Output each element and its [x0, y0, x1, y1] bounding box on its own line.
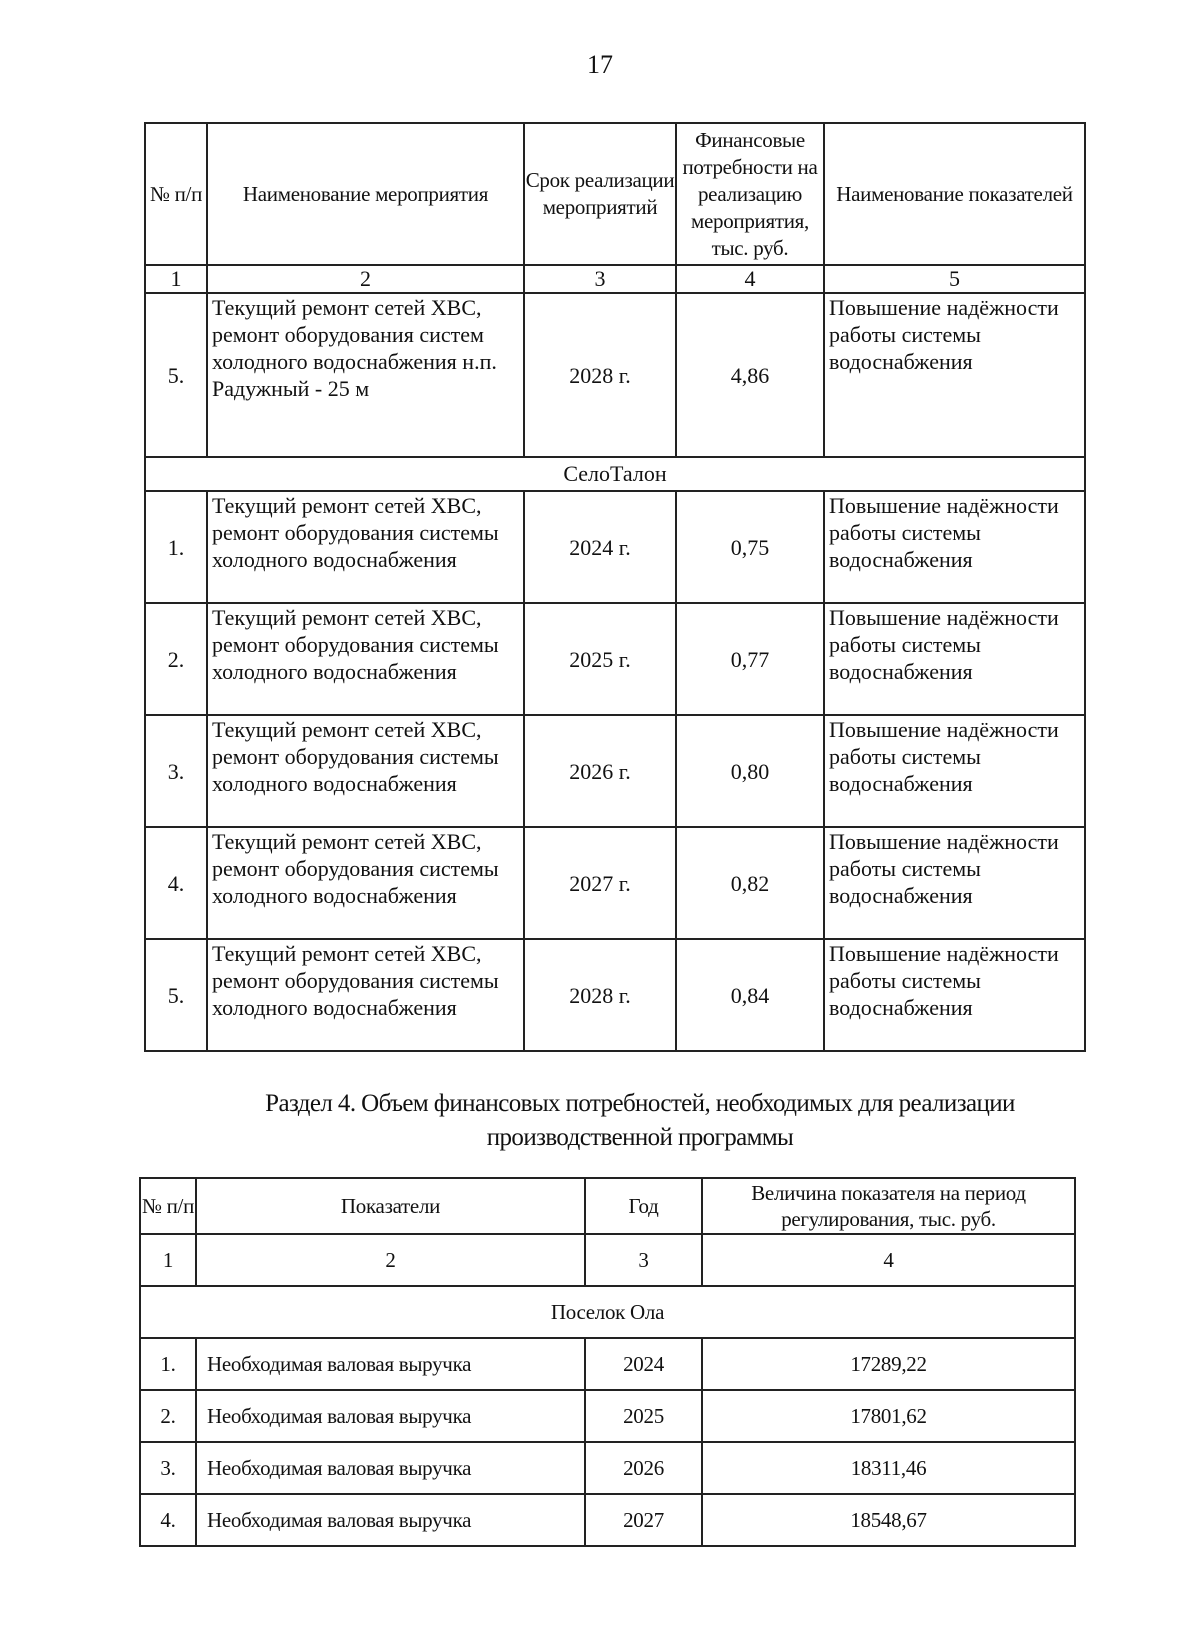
term: 2024 г.	[524, 491, 676, 603]
header-num: № п/п	[140, 1178, 196, 1234]
page-number: 17	[587, 50, 613, 79]
finance-value: 0,84	[676, 939, 824, 1051]
measure-name: Текущий ремонт сетей ХВС, ремонт оборудования системы холодного водоснабжения	[207, 491, 524, 603]
section-title-selo-talon: СелоТалон	[145, 457, 1085, 491]
table-row	[145, 939, 1085, 1051]
term: 2025 г.	[524, 603, 676, 715]
table-header-row	[140, 1178, 1075, 1234]
table-row	[145, 827, 1085, 939]
column-number: 3	[585, 1234, 702, 1286]
row-number: 4.	[145, 827, 207, 939]
section-row	[145, 457, 1085, 491]
row-number: 4.	[140, 1494, 196, 1546]
finance-value: 0,80	[676, 715, 824, 827]
year: 2024	[585, 1338, 702, 1390]
finance-value: 4,86	[676, 293, 824, 457]
term: 2027 г.	[524, 827, 676, 939]
table-row	[145, 603, 1085, 715]
row-number: 2.	[140, 1390, 196, 1442]
indicator-name: Необходимая валовая выручка	[196, 1390, 585, 1442]
section-title-poselok-ola: Поселок Ола	[140, 1286, 1075, 1338]
column-numbers-row	[145, 265, 1085, 293]
indicator-name: Повышение надёжности работы системы водоснабжения	[824, 715, 1085, 827]
header-value: Величина показателя на период регулирования, тыс. руб.	[702, 1178, 1075, 1234]
table-row	[145, 491, 1085, 603]
column-number: 2	[207, 265, 524, 293]
table-row	[145, 293, 1085, 457]
indicator-name: Повышение надёжности работы системы водоснабжения	[824, 293, 1085, 457]
header-indicators: Показатели	[196, 1178, 585, 1234]
header-measure-name: Наименование мероприятия	[207, 123, 524, 265]
column-number: 3	[524, 265, 676, 293]
header-year: Год	[585, 1178, 702, 1234]
header-finance: Финансовые потребности на реализацию мероприятия, тыс. руб.	[676, 123, 824, 265]
column-number: 1	[145, 265, 207, 293]
measure-name: Текущий ремонт сетей ХВС, ремонт оборудования системы холодного водоснабжения	[207, 715, 524, 827]
financial-needs-table	[139, 1177, 1076, 1547]
measure-name: Текущий ремонт сетей ХВС, ремонт оборудования системы холодного водоснабжения	[207, 939, 524, 1051]
header-indicators: Наименование показателей	[824, 123, 1085, 265]
value: 17289,22	[702, 1338, 1075, 1390]
section-4-title: Раздел 4. Объем финансовых потребностей, необходимых для реализации производственной программы	[265, 1090, 1015, 1151]
column-number: 4	[676, 265, 824, 293]
table-header-row	[145, 123, 1085, 265]
column-number: 1	[140, 1234, 196, 1286]
finance-value: 0,75	[676, 491, 824, 603]
row-number: 5.	[145, 293, 207, 457]
term: 2028 г.	[524, 293, 676, 457]
year: 2026	[585, 1442, 702, 1494]
value: 17801,62	[702, 1390, 1075, 1442]
table-row	[140, 1442, 1075, 1494]
table-row	[140, 1494, 1075, 1546]
measures-table	[144, 122, 1086, 1052]
finance-value: 0,82	[676, 827, 824, 939]
year: 2027	[585, 1494, 702, 1546]
row-number: 1.	[145, 491, 207, 603]
column-number: 2	[196, 1234, 585, 1286]
value: 18548,67	[702, 1494, 1075, 1546]
row-number: 3.	[140, 1442, 196, 1494]
table-row	[140, 1338, 1075, 1390]
row-number: 2.	[145, 603, 207, 715]
term: 2028 г.	[524, 939, 676, 1051]
term: 2026 г.	[524, 715, 676, 827]
row-number: 3.	[145, 715, 207, 827]
indicator-name: Повышение надёжности работы системы водоснабжения	[824, 603, 1085, 715]
table-row	[140, 1390, 1075, 1442]
column-number: 5	[824, 265, 1085, 293]
indicator-name: Повышение надёжности работы системы водоснабжения	[824, 827, 1085, 939]
indicator-name: Необходимая валовая выручка	[196, 1338, 585, 1390]
year: 2025	[585, 1390, 702, 1442]
measure-name: Текущий ремонт сетей ХВС, ремонт оборудования системы холодного водоснабжения	[207, 603, 524, 715]
measure-name: Текущий ремонт сетей ХВС, ремонт оборудования систем холодного водоснабжения н.п. Радужный - 25 м	[207, 293, 524, 457]
measure-name: Текущий ремонт сетей ХВС, ремонт оборудования системы холодного водоснабжения	[207, 827, 524, 939]
indicator-name: Повышение надёжности работы системы водоснабжения	[824, 491, 1085, 603]
section-row	[140, 1286, 1075, 1338]
indicator-name: Повышение надёжности работы системы водоснабжения	[824, 939, 1085, 1051]
header-term: Срок реализации мероприятий	[524, 123, 676, 265]
header-num: № п/п	[145, 123, 207, 265]
indicator-name: Необходимая валовая выручка	[196, 1494, 585, 1546]
column-numbers-row	[140, 1234, 1075, 1286]
row-number: 1.	[140, 1338, 196, 1390]
value: 18311,46	[702, 1442, 1075, 1494]
column-number: 4	[702, 1234, 1075, 1286]
finance-value: 0,77	[676, 603, 824, 715]
indicator-name: Необходимая валовая выручка	[196, 1442, 585, 1494]
row-number: 5.	[145, 939, 207, 1051]
table-row	[145, 715, 1085, 827]
